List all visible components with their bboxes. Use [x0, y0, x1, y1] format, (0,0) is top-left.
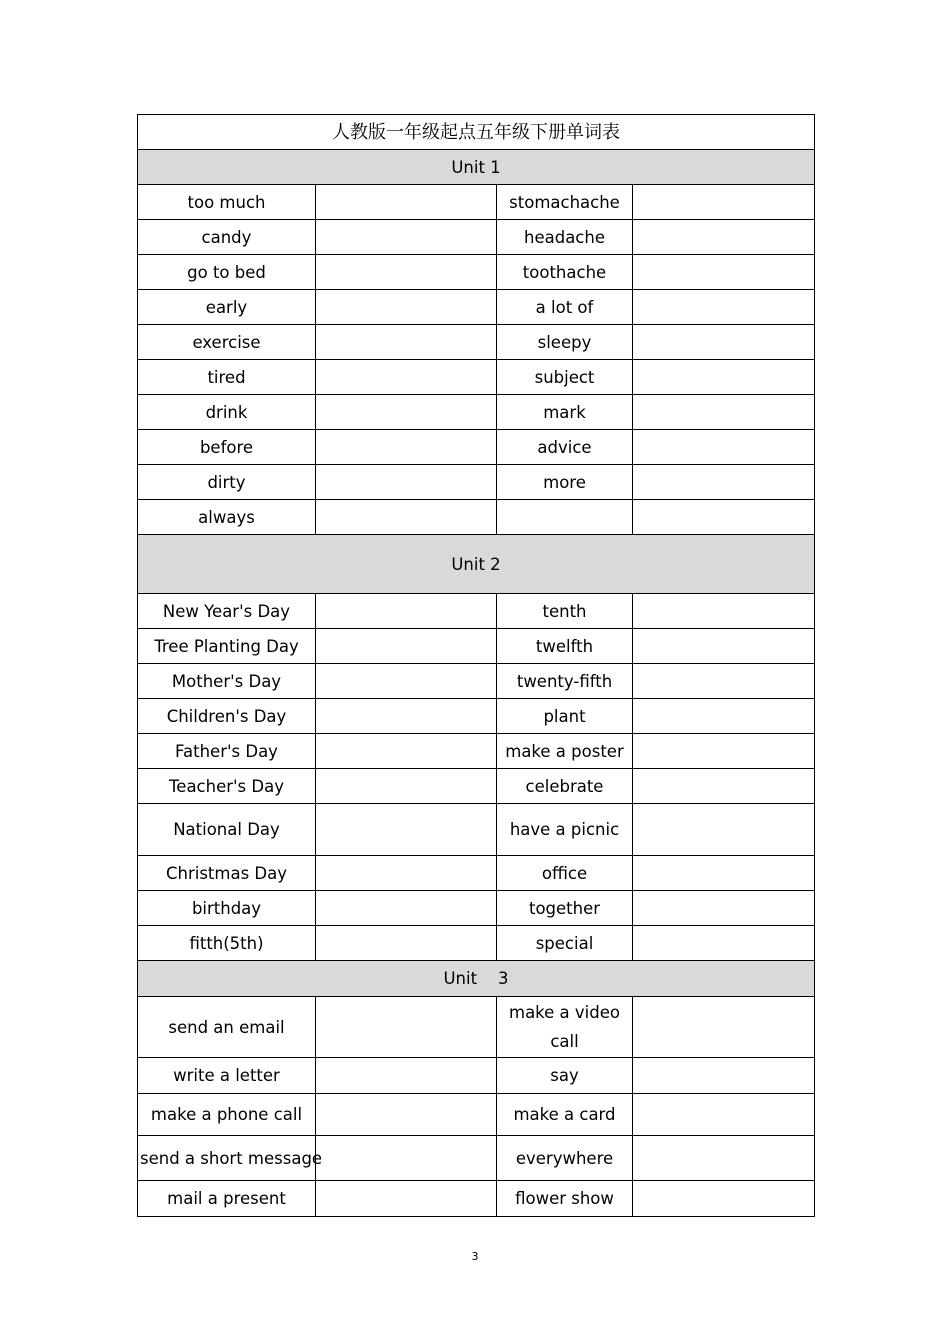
table-row	[138, 185, 815, 220]
word-cell: twenty-fifth	[497, 664, 633, 699]
word-cell: make a phone call	[138, 1094, 316, 1136]
unit-header-row	[138, 535, 815, 594]
table-row	[138, 325, 815, 360]
blank-cell	[316, 1136, 497, 1181]
blank-cell	[316, 290, 497, 325]
blank-cell	[633, 1094, 815, 1136]
word-cell: write a letter	[138, 1058, 316, 1094]
table-row	[138, 395, 815, 430]
word-cell: have a picnic	[497, 804, 633, 856]
table-row	[138, 500, 815, 535]
word-cell	[497, 500, 633, 535]
table-row	[138, 926, 815, 961]
blank-cell	[316, 500, 497, 535]
word-cell: send an email	[138, 997, 316, 1058]
blank-cell	[633, 500, 815, 535]
blank-cell	[316, 220, 497, 255]
blank-cell	[633, 926, 815, 961]
table-row	[138, 1058, 815, 1094]
word-cell: National Day	[138, 804, 316, 856]
word-cell: go to bed	[138, 255, 316, 290]
word-cell: together	[497, 891, 633, 926]
word-cell: sleepy	[497, 325, 633, 360]
word-cell: mail a present	[138, 1181, 316, 1217]
blank-cell	[316, 1181, 497, 1217]
blank-cell	[633, 430, 815, 465]
blank-cell	[633, 664, 815, 699]
word-cell: more	[497, 465, 633, 500]
blank-cell	[633, 255, 815, 290]
word-cell: special	[497, 926, 633, 961]
word-cell: Children's Day	[138, 699, 316, 734]
blank-cell	[316, 734, 497, 769]
word-cell: candy	[138, 220, 316, 255]
table-row	[138, 1136, 815, 1181]
word-cell: make a card	[497, 1094, 633, 1136]
word-cell: tired	[138, 360, 316, 395]
word-cell: advice	[497, 430, 633, 465]
blank-cell	[316, 395, 497, 430]
word-cell: make a video call	[497, 997, 633, 1058]
blank-cell	[633, 220, 815, 255]
unit-header-row	[138, 961, 815, 997]
word-cell: stomachache	[497, 185, 633, 220]
word-cell: exercise	[138, 325, 316, 360]
blank-cell	[316, 185, 497, 220]
word-cell: subject	[497, 360, 633, 395]
blank-cell	[316, 664, 497, 699]
word-cell: toothache	[497, 255, 633, 290]
table-row	[138, 629, 815, 664]
word-cell: mark	[497, 395, 633, 430]
word-cell: New Year's Day	[138, 594, 316, 629]
blank-cell	[633, 734, 815, 769]
blank-cell	[633, 629, 815, 664]
table-row	[138, 891, 815, 926]
word-cell: twelfth	[497, 629, 633, 664]
unit-header: Unit 1	[138, 150, 815, 185]
table-row	[138, 804, 815, 856]
word-cell: Mother's Day	[138, 664, 316, 699]
table-row	[138, 430, 815, 465]
table-row	[138, 465, 815, 500]
table-row	[138, 255, 815, 290]
blank-cell	[633, 465, 815, 500]
word-cell: office	[497, 856, 633, 891]
unit-header: Unit 2	[138, 535, 815, 594]
table-row	[138, 594, 815, 629]
word-cell: Father's Day	[138, 734, 316, 769]
table-row	[138, 734, 815, 769]
blank-cell	[316, 1094, 497, 1136]
word-cell: everywhere	[497, 1136, 633, 1181]
table-row	[138, 664, 815, 699]
blank-cell	[633, 891, 815, 926]
word-cell: always	[138, 500, 316, 535]
table-title-row	[138, 115, 815, 150]
blank-cell	[633, 856, 815, 891]
word-cell: plant	[497, 699, 633, 734]
blank-cell	[633, 699, 815, 734]
word-cell: before	[138, 430, 316, 465]
blank-cell	[316, 997, 497, 1058]
blank-cell	[316, 891, 497, 926]
blank-cell	[316, 699, 497, 734]
word-cell: too much	[138, 185, 316, 220]
blank-cell	[633, 395, 815, 430]
table-row	[138, 1181, 815, 1217]
unit-header: Unit 3	[138, 961, 815, 997]
blank-cell	[633, 325, 815, 360]
table-row	[138, 220, 815, 255]
table-row	[138, 856, 815, 891]
blank-cell	[316, 926, 497, 961]
table-row	[138, 360, 815, 395]
word-cell: a lot of	[497, 290, 633, 325]
word-cell: Teacher's Day	[138, 769, 316, 804]
blank-cell	[316, 856, 497, 891]
unit-header-row	[138, 150, 815, 185]
word-cell: tenth	[497, 594, 633, 629]
blank-cell	[633, 185, 815, 220]
blank-cell	[316, 629, 497, 664]
blank-cell	[316, 360, 497, 395]
blank-cell	[316, 465, 497, 500]
word-cell: celebrate	[497, 769, 633, 804]
word-cell: headache	[497, 220, 633, 255]
blank-cell	[633, 997, 815, 1058]
word-cell: flower show	[497, 1181, 633, 1217]
word-cell: Christmas Day	[138, 856, 316, 891]
table-row	[138, 290, 815, 325]
table-title: 人教版一年级起点五年级下册单词表	[138, 115, 815, 150]
blank-cell	[633, 360, 815, 395]
blank-cell	[633, 1181, 815, 1217]
word-cell: say	[497, 1058, 633, 1094]
word-cell: birthday	[138, 891, 316, 926]
blank-cell	[633, 804, 815, 856]
table-row	[138, 769, 815, 804]
table-row	[138, 997, 815, 1058]
blank-cell	[316, 1058, 497, 1094]
word-cell: dirty	[138, 465, 316, 500]
word-cell: fitth(5th)	[138, 926, 316, 961]
table-row	[138, 699, 815, 734]
word-cell: make a poster	[497, 734, 633, 769]
blank-cell	[316, 325, 497, 360]
blank-cell	[316, 804, 497, 856]
blank-cell	[633, 1136, 815, 1181]
table-row	[138, 1094, 815, 1136]
blank-cell	[316, 430, 497, 465]
blank-cell	[633, 1058, 815, 1094]
blank-cell	[316, 594, 497, 629]
vocabulary-table	[137, 114, 815, 1217]
blank-cell	[316, 255, 497, 290]
blank-cell	[633, 290, 815, 325]
word-cell: send a short message	[138, 1136, 316, 1181]
word-cell: drink	[138, 395, 316, 430]
word-cell: Tree Planting Day	[138, 629, 316, 664]
blank-cell	[633, 594, 815, 629]
word-cell: early	[138, 290, 316, 325]
page-number: 3	[471, 1250, 479, 1263]
blank-cell	[633, 769, 815, 804]
blank-cell	[316, 769, 497, 804]
